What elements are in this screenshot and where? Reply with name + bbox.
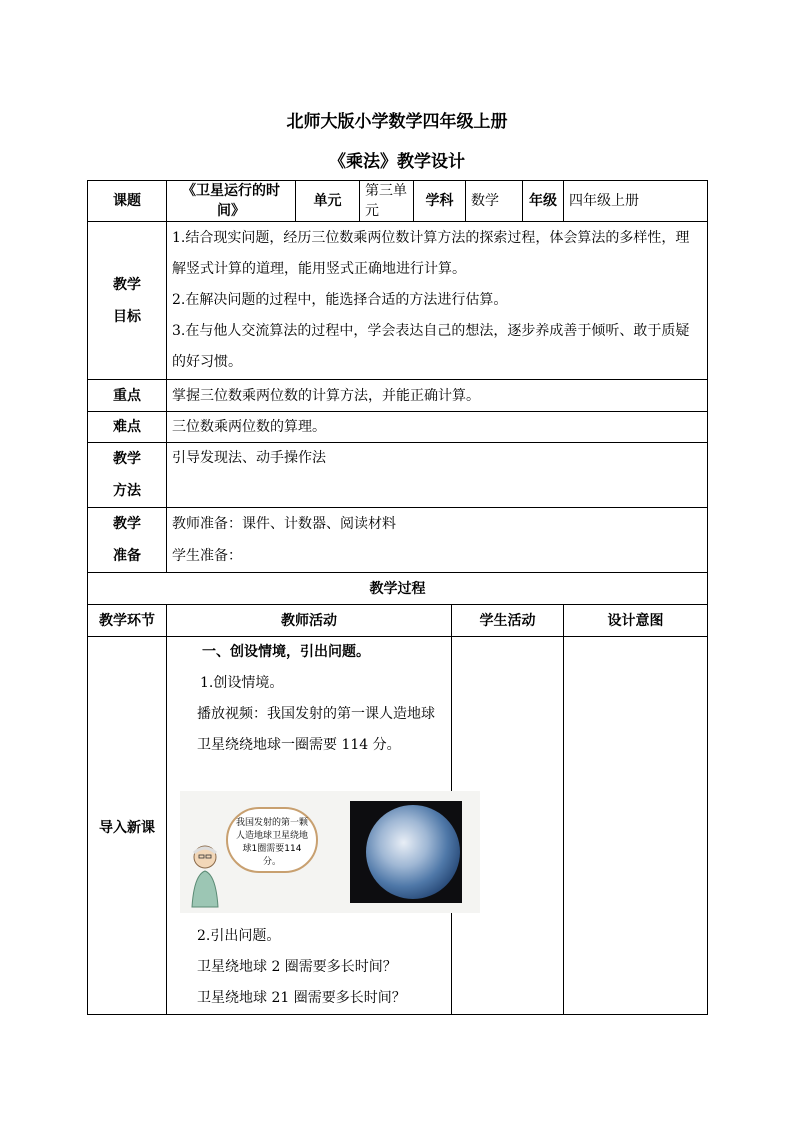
key-point-text: 掌握三位数乘两位数的计算方法，并能正确计算。 (167, 380, 708, 412)
method-label: 教学 方法 (88, 443, 167, 508)
method-text: 引导发现法、动手操作法 (167, 443, 708, 508)
goal-item: 2.在解决问题的过程中，能选择合适的方法进行估算。 (172, 292, 508, 308)
goals-content (167, 222, 708, 380)
preparation-label: 教学 准备 (88, 508, 167, 573)
unit-label: 单元 (296, 181, 360, 222)
col-student-activity: 学生活动 (452, 605, 564, 637)
grade-label: 年级 (523, 181, 564, 222)
col-teacher-activity: 教师活动 (167, 605, 452, 637)
col-stage: 教学环节 (88, 605, 167, 637)
goals-label: 教学 目标 (88, 222, 167, 380)
topic-value: 《卫星运行的时间》 (167, 181, 296, 222)
key-point-label: 重点 (88, 380, 167, 412)
earth-icon (366, 805, 460, 899)
teacher-preparation: 教师准备：课件、计数器、阅读材料 (172, 516, 396, 532)
difficulty-text: 三位数乘两位数的算理。 (167, 412, 708, 443)
activity-paragraph: 播放视频：我国发射的第一课人造地球卫星绕绕地球一圈需要 114 分。 (197, 706, 435, 753)
activity-question: 卫星绕地球 21 圈需要多长时间？ (197, 990, 406, 1006)
col-design-intent: 设计意图 (564, 605, 708, 637)
grade-value: 四年级上册 (564, 181, 708, 222)
design-intent-content (564, 637, 708, 1015)
topic-label: 课题 (88, 181, 167, 222)
activity-question: 卫星绕地球 2 圈需要多长时间？ (197, 959, 397, 975)
activity-step: 1.创设情境。 (200, 675, 284, 691)
speech-bubble: 我国发射的第一颗人造地球卫星绕地球1圈需要114分。 (226, 807, 318, 873)
lesson-plan-table (87, 180, 708, 1015)
document-title: 北师大版小学数学四年级上册 (286, 112, 508, 132)
unit-value: 第三单元 (360, 181, 414, 222)
activity-heading: 一、创设情境，引出问题。 (202, 644, 370, 660)
student-preparation: 学生准备： (172, 548, 242, 564)
preparation-content (167, 508, 708, 573)
difficulty-label: 难点 (88, 412, 167, 443)
goal-item: 1.结合现实问题，经历三位数乘两位数计算方法的探索过程，体会算法的多样性，理解竖式计算的道理，能用竖式正确地进行计算。 (172, 230, 690, 277)
teacher-figure-icon (186, 843, 224, 909)
process-title: 教学过程 (88, 573, 708, 605)
stage-intro: 导入新课 (88, 637, 167, 1015)
subject-value: 数学 (466, 181, 523, 222)
activity-step: 2.引出问题。 (197, 928, 281, 944)
goal-item: 3.在与他人交流算法的过程中，学会表达自己的想法，逐步养成善于倾听、敢于质疑的好习惯。 (172, 323, 690, 370)
teacher-activity-content (167, 637, 452, 1015)
subject-label: 学科 (414, 181, 466, 222)
document-subtitle: 《乘法》教学设计 (329, 152, 465, 172)
satellite-illustration (180, 791, 480, 913)
